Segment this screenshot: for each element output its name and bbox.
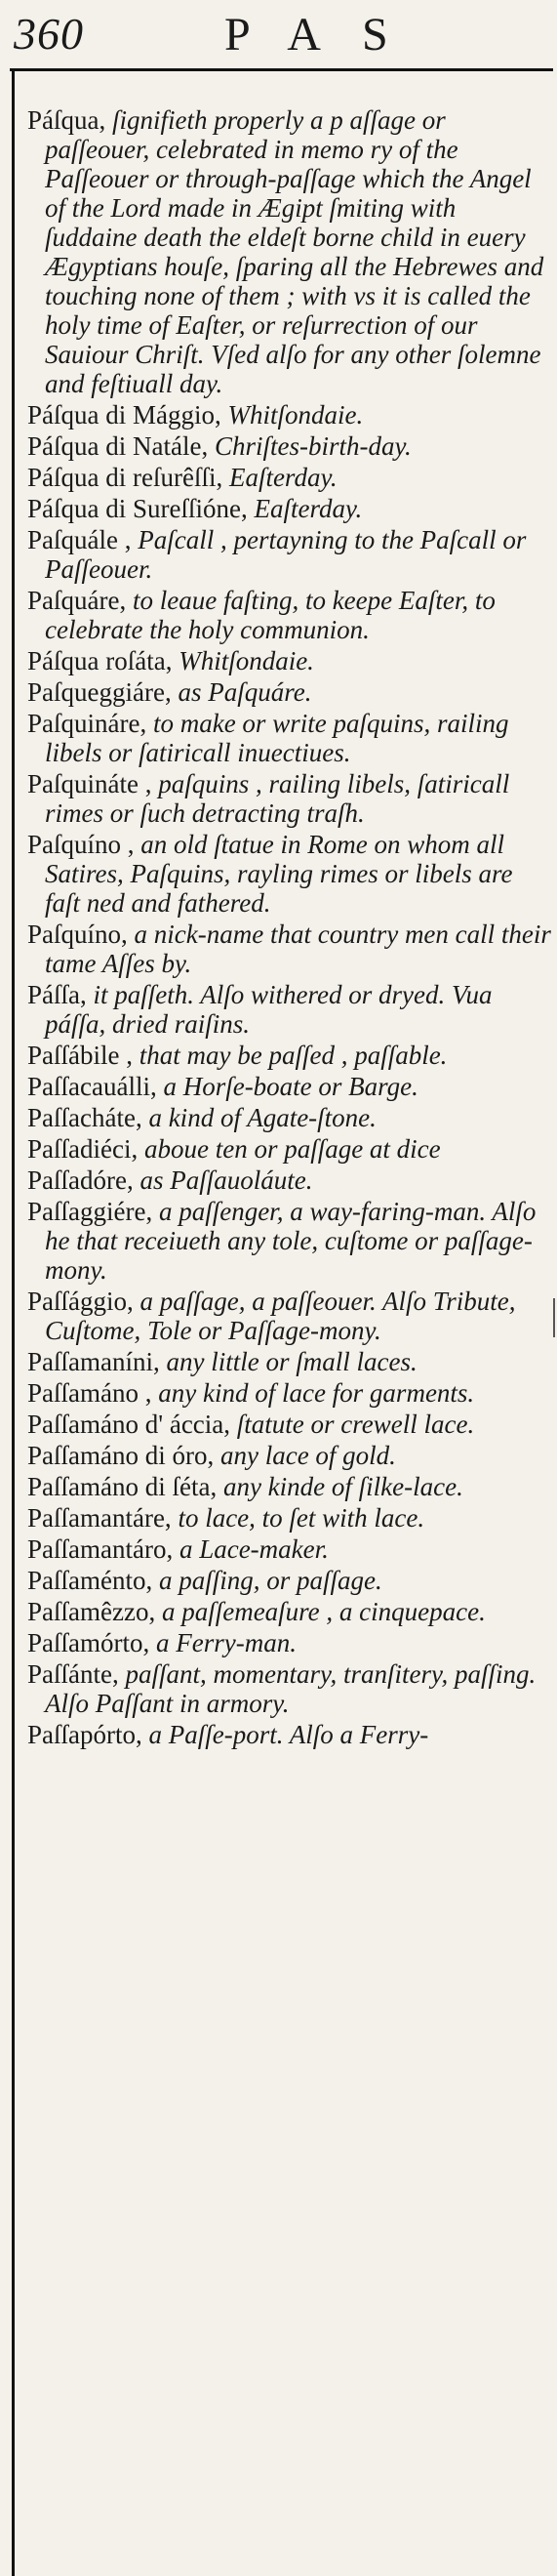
entry-headword: Paſquináte , [27,769,152,798]
entry-definition: a paſſage, a paſſeouer. Alſo Tribute, Cuſtome, Tole or Paſſage-mony. [45,1287,516,1345]
entry-definition: an old ſtatue in Rome on whom all Satires, Paſquins, rayling rimes or libels are faſt ned and fathered. [45,830,513,918]
entry-headword: Páſqua di reſurêſſi, [27,463,223,492]
entry-definition: Eaſterday. [254,494,363,523]
dictionary-entry [27,1041,551,1070]
dictionary-entry [27,463,551,492]
entry-headword: Paſſamantáro, [27,1534,174,1564]
dictionary-entry [27,494,551,523]
entry-definition: ſtatute or crewell lace. [236,1410,475,1439]
entry-headword: Paſqueggiáre, [27,677,172,707]
entry-headword: Paſſamórto, [27,1628,150,1657]
dictionary-entry [27,769,551,828]
entry-definition: Whitſondaie. [227,400,364,429]
entry-headword: Paſſamáno , [27,1378,152,1408]
entry-headword: Paſquáre, [27,586,127,615]
entry-headword: Paſſamantáre, [27,1503,172,1533]
dictionary-entry [27,1441,551,1470]
dictionary-entry [27,920,551,978]
entry-headword: Paſſapórto, [27,1720,142,1749]
entry-headword: Páſqua di Mággio, [27,400,221,429]
entry-definition: paſſant, momentary, tranſitery, paſſing. Alſo Paſſant in armory. [45,1659,537,1718]
entry-definition: a paſſing, or paſſage. [158,1566,382,1595]
dictionary-entry [27,1378,551,1408]
entry-headword: Paſquíno, [27,920,128,949]
entry-list [27,105,551,1751]
dictionary-entry [27,646,551,675]
entry-headword: Paſſábile , [27,1041,133,1070]
dictionary-entry [27,1628,551,1657]
dictionary-entry [27,1287,551,1345]
entry-definition: that may be paſſed , paſſable. [139,1041,448,1070]
dictionary-entry [27,1597,551,1626]
entry-headword: Paſſamáno di óro, [27,1441,215,1470]
dictionary-entry [27,431,551,461]
left-column-rule [12,70,15,2576]
entry-definition: a Horſe-boate or Barge. [163,1072,418,1101]
entry-headword: Paſſadóre, [27,1165,134,1195]
entry-headword: Páſſa, [27,980,87,1009]
entry-headword: Paſſamêzzo, [27,1597,156,1626]
entry-definition: as Paſquáre. [178,677,312,707]
page-header [0,0,557,78]
entry-headword: Paſſamaníni, [27,1347,160,1376]
entry-headword: Páſqua, [27,105,106,135]
dictionary-entry [27,1534,551,1564]
entry-headword: Paſſamáno di ſéta, [27,1472,218,1501]
entry-headword: Páſqua di Natále, [27,431,209,461]
entry-definition: any lace of gold. [219,1441,396,1470]
dictionary-entry [27,1347,551,1376]
dictionary-entry [27,525,551,584]
entry-definition: to make or write paſquins, railing libels or ſatiricall inuectiues. [45,709,509,767]
entry-headword: Paſquále , [27,525,132,554]
entry-headword: Paſſággio, [27,1287,134,1316]
dictionary-entry [27,1410,551,1439]
dictionary-entry [27,1659,551,1718]
dictionary-entry [27,830,551,918]
entry-headword: Paſſánte, [27,1659,119,1689]
dictionary-entry [27,586,551,644]
dictionary-entry [27,1472,551,1501]
entry-headword: Páſqua di Sureſſióne, [27,494,248,523]
entry-definition: a paſſenger, a way-faring-man. Alſo he that receiueth any tole, cuſtome or paſſage-mony. [45,1197,537,1285]
entry-definition: it paſſeth. Alſo withered or dryed. Vua páſſa, dried raiſins. [45,980,493,1039]
entry-headword: Paſſaménto, [27,1566,153,1595]
header-rule [10,68,553,71]
entry-definition: Whitſondaie. [179,646,314,675]
entry-definition: to leaue faſting, to keepe Eaſter, to celebrate the holy communion. [45,586,496,644]
entry-definition: as Paſſauoláute. [139,1165,313,1195]
entry-definition: any kinde of ſilke-lace. [222,1472,463,1501]
entry-definition: Chriſtes-birth-day. [214,431,412,461]
dictionary-entry [27,709,551,767]
entry-definition: a Ferry-man. [155,1628,297,1657]
dictionary-entry [27,1165,551,1195]
entry-definition: any little or ſmall laces. [166,1347,418,1376]
entry-definition: a nick-name that country men call their tame Aſſes by. [45,920,551,978]
entry-headword: Paſſaggiére, [27,1197,153,1226]
dictionary-entry [27,1566,551,1595]
entry-headword: Paſſacauálli, [27,1072,157,1101]
entry-headword: Paſquináre, [27,709,147,738]
entry-headword: Páſqua roſáta, [27,646,173,675]
entry-definition: to lace, to ſet with lace. [178,1503,425,1533]
right-edge-mark [553,1298,555,1337]
dictionary-entry [27,1503,551,1533]
dictionary-entry [27,677,551,707]
entry-definition: a paſſemeaſure , a cinquepace. [161,1597,486,1626]
dictionary-entry [27,400,551,429]
entry-headword: Paſſadiéci, [27,1134,139,1164]
entry-headword: Paſſamáno d' áccia, [27,1410,231,1439]
entry-headword: Paſſacháte, [27,1103,142,1132]
entry-definition: Paſcall , pertayning to the Paſcall or Paſſeouer. [45,525,527,584]
entry-definition: a Paſſe-port. Alſo a Ferry- [148,1720,429,1749]
entry-definition: a kind of Agate-ſtone. [148,1103,377,1132]
dictionary-entry [27,1134,551,1164]
entry-definition: Eaſterday. [228,463,338,492]
dictionary-entry [27,980,551,1039]
entry-definition: paſquins , railing libels, ſatiricall rimes or ſuch detracting traſh. [45,769,510,828]
entry-definition: any kind of lace for garments. [158,1378,475,1408]
running-head: PAS [224,9,429,61]
dictionary-entry [27,1103,551,1132]
entry-headword: Paſquíno , [27,830,135,859]
dictionary-entry [27,1072,551,1101]
dictionary-entry [27,105,551,398]
page-number: 360 [14,9,84,59]
entry-definition: a Lace-maker. [179,1534,329,1564]
entry-definition: aboue ten or paſſage at dice [143,1134,441,1164]
dictionary-entry [27,1720,551,1749]
dictionary-entry [27,1197,551,1285]
entry-definition: ſignifieth properly a p aſſage or paſſeouer, celebrated in memo ry of the Paſſeouer or through-paſſage which the Angel of the Lord made in Ægipt ſmiting with ſuddaine death the eldeſt borne child in euery Ægyptians houſe, ſparing all the Hebrewes and touching none of them ; with vs it is called the holy time of Eaſter, or reſurrection of our Sauiour Chriſt. Vſed alſo for any other ſolemne and feſtiuall day. [45,105,544,398]
